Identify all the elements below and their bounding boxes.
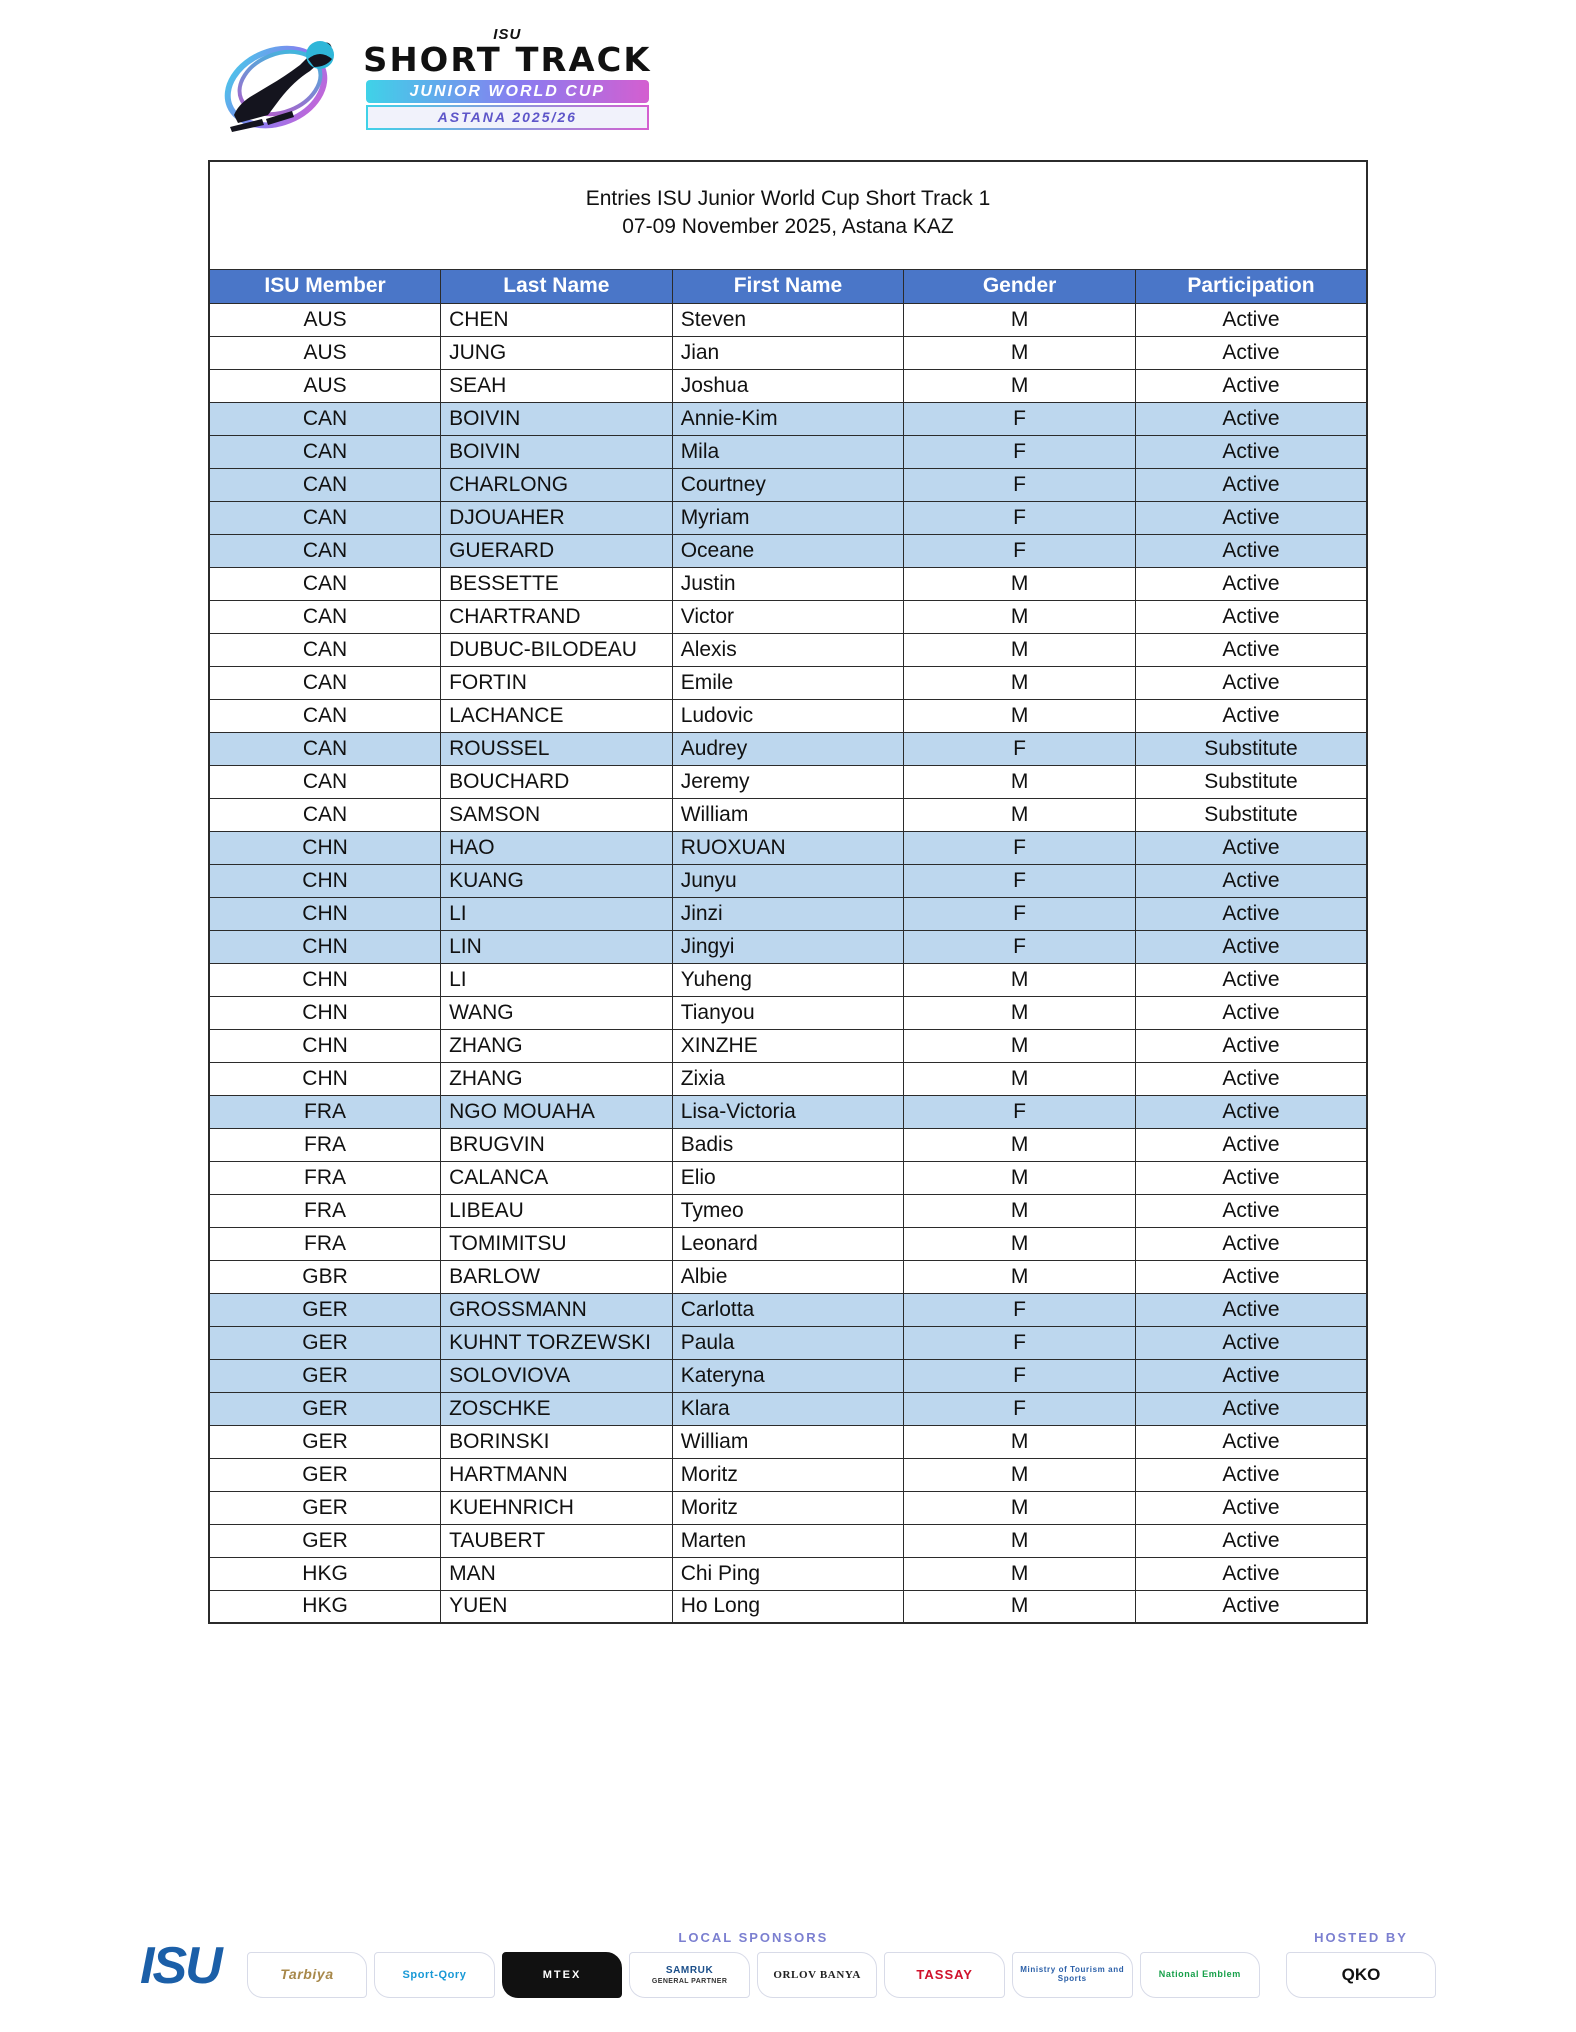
cell-participation: Active [1135, 1095, 1367, 1128]
table-row[interactable] [209, 666, 1367, 699]
cell-participation: Active [1135, 567, 1367, 600]
cell-isu-member: GER [209, 1293, 441, 1326]
cell-isu-member: CAN [209, 468, 441, 501]
cell-first-name: Yuheng [672, 963, 904, 996]
table-row[interactable] [209, 1359, 1367, 1392]
table-row[interactable] [209, 1029, 1367, 1062]
cell-isu-member: CAN [209, 402, 441, 435]
cell-last-name: JUNG [441, 336, 673, 369]
table-row[interactable] [209, 600, 1367, 633]
cell-gender: F [904, 435, 1136, 468]
cell-first-name: Marten [672, 1524, 904, 1557]
cell-gender: M [904, 633, 1136, 666]
cell-participation: Substitute [1135, 765, 1367, 798]
cell-last-name: NGO MOUAHA [441, 1095, 673, 1128]
page-header [0, 0, 1576, 160]
page-bottom-edge [0, 2002, 1576, 2032]
table-row[interactable] [209, 1458, 1367, 1491]
cell-isu-member: FRA [209, 1095, 441, 1128]
table-row[interactable] [209, 765, 1367, 798]
cell-last-name: BOIVIN [441, 435, 673, 468]
cell-last-name: CHEN [441, 303, 673, 336]
local-sponsors-caption: LOCAL SPONSORS [678, 1930, 829, 1945]
cell-last-name: CALANCA [441, 1161, 673, 1194]
sponsor-name: Tarbiya [280, 1967, 334, 1983]
column-header-gender[interactable]: Gender [904, 269, 1136, 303]
cell-participation: Active [1135, 1491, 1367, 1524]
table-row[interactable] [209, 534, 1367, 567]
cell-gender: F [904, 732, 1136, 765]
cell-participation: Active [1135, 1227, 1367, 1260]
cell-participation: Active [1135, 1359, 1367, 1392]
sponsor-name: Ministry of Tourism and Sports [1020, 1966, 1125, 1983]
cell-isu-member: CAN [209, 633, 441, 666]
cell-last-name: ZOSCHKE [441, 1392, 673, 1425]
table-row[interactable] [209, 996, 1367, 1029]
cell-isu-member: CAN [209, 501, 441, 534]
cell-gender: M [904, 1524, 1136, 1557]
table-row[interactable] [209, 1557, 1367, 1590]
cell-isu-member: CHN [209, 897, 441, 930]
cell-last-name: GUERARD [441, 534, 673, 567]
cell-isu-member: GER [209, 1326, 441, 1359]
cell-last-name: LI [441, 963, 673, 996]
sponsor-name: ORLOV BANYA [773, 1968, 861, 1981]
cell-participation: Active [1135, 336, 1367, 369]
cell-first-name: Elio [672, 1161, 904, 1194]
cell-gender: F [904, 897, 1136, 930]
cell-first-name: Leonard [672, 1227, 904, 1260]
column-header-last-name[interactable]: Last Name [441, 269, 673, 303]
entries-table [208, 160, 1368, 1624]
table-row[interactable] [209, 798, 1367, 831]
cell-participation: Active [1135, 897, 1367, 930]
column-header-first-name[interactable]: First Name [672, 269, 904, 303]
cell-gender: F [904, 831, 1136, 864]
cell-gender: M [904, 369, 1136, 402]
cell-isu-member: CHN [209, 831, 441, 864]
table-row[interactable] [209, 1326, 1367, 1359]
cell-last-name: YUEN [441, 1590, 673, 1623]
logo-location-label: ASTANA 2025/26 [366, 105, 649, 130]
cell-isu-member: FRA [209, 1194, 441, 1227]
table-row[interactable] [209, 1128, 1367, 1161]
cell-isu-member: CHN [209, 864, 441, 897]
cell-first-name: Mila [672, 435, 904, 468]
sponsor-logo [374, 1952, 495, 1998]
cell-participation: Active [1135, 1392, 1367, 1425]
cell-gender: M [904, 1161, 1136, 1194]
cell-last-name: FORTIN [441, 666, 673, 699]
cell-first-name: Courtney [672, 468, 904, 501]
cell-participation: Active [1135, 996, 1367, 1029]
cell-gender: M [904, 1029, 1136, 1062]
document-title-line1: Entries ISU Junior World Cup Short Track 1 [585, 186, 991, 210]
cell-isu-member: GER [209, 1359, 441, 1392]
cell-gender: M [904, 1062, 1136, 1095]
cell-isu-member: GER [209, 1491, 441, 1524]
table-row[interactable] [209, 1590, 1367, 1623]
cell-last-name: TAUBERT [441, 1524, 673, 1557]
cell-first-name: Junyu [672, 864, 904, 897]
column-header-isu-member[interactable]: ISU Member [209, 269, 441, 303]
cell-first-name: Alexis [672, 633, 904, 666]
cell-participation: Active [1135, 1194, 1367, 1227]
sponsor-logo [502, 1952, 623, 1998]
cell-participation: Active [1135, 1128, 1367, 1161]
table-row[interactable] [209, 468, 1367, 501]
table-row[interactable] [209, 1293, 1367, 1326]
cell-first-name: Chi Ping [672, 1557, 904, 1590]
cell-participation: Active [1135, 963, 1367, 996]
cell-last-name: SEAH [441, 369, 673, 402]
cell-gender: F [904, 468, 1136, 501]
cell-participation: Active [1135, 468, 1367, 501]
cell-gender: F [904, 501, 1136, 534]
cell-isu-member: GER [209, 1392, 441, 1425]
cell-isu-member: CAN [209, 435, 441, 468]
table-row[interactable] [209, 1062, 1367, 1095]
cell-gender: M [904, 336, 1136, 369]
cell-participation: Active [1135, 1557, 1367, 1590]
cell-isu-member: CHN [209, 1062, 441, 1095]
cell-participation: Active [1135, 699, 1367, 732]
cell-last-name: TOMIMITSU [441, 1227, 673, 1260]
cell-last-name: LIN [441, 930, 673, 963]
table-row[interactable] [209, 1491, 1367, 1524]
logo-series-label: JUNIOR WORLD CUP [366, 80, 649, 104]
event-logo-text [363, 25, 652, 130]
cell-gender: M [904, 666, 1136, 699]
cell-last-name: BESSETTE [441, 567, 673, 600]
cell-gender: M [904, 798, 1136, 831]
sponsor-logo [1286, 1952, 1436, 1998]
document-title-row [209, 161, 1367, 269]
cell-gender: M [904, 1458, 1136, 1491]
speed-skater-icon [210, 19, 360, 137]
local-sponsors-group [247, 1930, 1260, 1998]
cell-isu-member: CAN [209, 765, 441, 798]
cell-isu-member: AUS [209, 369, 441, 402]
cell-participation: Active [1135, 633, 1367, 666]
cell-last-name: BRUGVIN [441, 1128, 673, 1161]
cell-participation: Active [1135, 1524, 1367, 1557]
cell-isu-member: AUS [209, 336, 441, 369]
cell-last-name: LI [441, 897, 673, 930]
cell-participation: Active [1135, 1458, 1367, 1491]
table-row[interactable] [209, 402, 1367, 435]
footer-sponsors [0, 1930, 1576, 1998]
hosted-by-group [1286, 1930, 1436, 1998]
cell-participation: Active [1135, 1029, 1367, 1062]
cell-last-name: HARTMANN [441, 1458, 673, 1491]
cell-isu-member: GER [209, 1524, 441, 1557]
cell-first-name: Jian [672, 336, 904, 369]
cell-gender: M [904, 1491, 1136, 1524]
cell-first-name: Oceane [672, 534, 904, 567]
cell-first-name: Tianyou [672, 996, 904, 1029]
sponsor-logo [757, 1952, 878, 1998]
cell-gender: F [904, 864, 1136, 897]
cell-gender: M [904, 1557, 1136, 1590]
cell-participation: Active [1135, 930, 1367, 963]
sponsor-logo [1140, 1952, 1261, 1998]
cell-participation: Active [1135, 534, 1367, 567]
cell-gender: M [904, 1194, 1136, 1227]
cell-gender: M [904, 765, 1136, 798]
table-row[interactable] [209, 1095, 1367, 1128]
cell-isu-member: CAN [209, 666, 441, 699]
cell-first-name: Jeremy [672, 765, 904, 798]
table-row[interactable] [209, 1392, 1367, 1425]
cell-first-name: Ludovic [672, 699, 904, 732]
cell-last-name: DUBUC-BILODEAU [441, 633, 673, 666]
table-row[interactable] [209, 699, 1367, 732]
cell-isu-member: GBR [209, 1260, 441, 1293]
page-title [209, 161, 1367, 269]
cell-last-name: LIBEAU [441, 1194, 673, 1227]
cell-participation: Active [1135, 1260, 1367, 1293]
cell-participation: Active [1135, 600, 1367, 633]
cell-isu-member: CAN [209, 798, 441, 831]
cell-isu-member: CHN [209, 996, 441, 1029]
sponsor-name: MTEX [542, 1968, 582, 1981]
cell-first-name: Tymeo [672, 1194, 904, 1227]
cell-first-name: Steven [672, 303, 904, 336]
table-row[interactable] [209, 633, 1367, 666]
cell-first-name: Albie [672, 1260, 904, 1293]
cell-isu-member: GER [209, 1425, 441, 1458]
event-logo [210, 18, 1576, 138]
cell-isu-member: CAN [209, 567, 441, 600]
table-row[interactable] [209, 897, 1367, 930]
sponsor-subtitle: GENERAL PARTNER [651, 1978, 728, 1985]
cell-last-name: MAN [441, 1557, 673, 1590]
cell-participation: Active [1135, 1425, 1367, 1458]
local-sponsors-row [247, 1952, 1260, 1998]
table-row[interactable] [209, 1161, 1367, 1194]
table-row[interactable] [209, 930, 1367, 963]
cell-first-name: Jingyi [672, 930, 904, 963]
cell-participation: Active [1135, 666, 1367, 699]
table-row[interactable] [209, 1524, 1367, 1557]
cell-last-name: WANG [441, 996, 673, 1029]
entries-table-body [209, 303, 1367, 1623]
cell-participation: Active [1135, 501, 1367, 534]
cell-gender: F [904, 1293, 1136, 1326]
cell-last-name: BARLOW [441, 1260, 673, 1293]
cell-gender: M [904, 600, 1136, 633]
sponsor-name: QKO [1341, 1965, 1381, 1984]
table-row[interactable] [209, 732, 1367, 765]
cell-isu-member: FRA [209, 1227, 441, 1260]
cell-first-name: RUOXUAN [672, 831, 904, 864]
cell-isu-member: CAN [209, 732, 441, 765]
entries-table-container [208, 160, 1368, 1624]
cell-gender: M [904, 303, 1136, 336]
cell-last-name: KUHNT TORZEWSKI [441, 1326, 673, 1359]
sponsor-logo [247, 1952, 368, 1998]
cell-isu-member: CHN [209, 963, 441, 996]
cell-gender: M [904, 996, 1136, 1029]
cell-isu-member: CHN [209, 930, 441, 963]
sponsor-name: National Emblem [1158, 1970, 1241, 1980]
cell-first-name: Zixia [672, 1062, 904, 1095]
cell-isu-member: HKG [209, 1557, 441, 1590]
cell-isu-member: AUS [209, 303, 441, 336]
cell-gender: F [904, 534, 1136, 567]
cell-first-name: Lisa-Victoria [672, 1095, 904, 1128]
cell-first-name: Annie-Kim [672, 402, 904, 435]
cell-gender: M [904, 1425, 1136, 1458]
cell-last-name: ROUSSEL [441, 732, 673, 765]
table-header-row [209, 269, 1367, 303]
cell-first-name: Moritz [672, 1458, 904, 1491]
logo-isu-label: ISU [493, 25, 522, 43]
sponsor-logo [629, 1952, 750, 1998]
cell-participation: Active [1135, 831, 1367, 864]
table-row[interactable] [209, 963, 1367, 996]
cell-isu-member: CAN [209, 534, 441, 567]
document-title-line2: 07-09 November 2025, Astana KAZ [622, 215, 954, 239]
table-row[interactable] [209, 1425, 1367, 1458]
cell-isu-member: FRA [209, 1128, 441, 1161]
sponsor-logo [1012, 1952, 1133, 1998]
cell-first-name: Klara [672, 1392, 904, 1425]
hosted-by-caption: HOSTED BY [1314, 1930, 1408, 1945]
cell-first-name: Victor [672, 600, 904, 633]
cell-isu-member: GER [209, 1458, 441, 1491]
table-row[interactable] [209, 831, 1367, 864]
cell-participation: Active [1135, 864, 1367, 897]
cell-gender: F [904, 930, 1136, 963]
cell-last-name: BOIVIN [441, 402, 673, 435]
cell-gender: F [904, 1392, 1136, 1425]
sponsor-name: SAMRUK [665, 1965, 714, 1976]
cell-gender: F [904, 1359, 1136, 1392]
cell-gender: M [904, 963, 1136, 996]
column-header-participation[interactable]: Participation [1135, 269, 1367, 303]
table-row[interactable] [209, 369, 1367, 402]
cell-first-name: Badis [672, 1128, 904, 1161]
logo-main-label: SHORT TRACK [363, 39, 652, 79]
cell-participation: Substitute [1135, 732, 1367, 765]
cell-first-name: Carlotta [672, 1293, 904, 1326]
table-row[interactable] [209, 336, 1367, 369]
cell-first-name: William [672, 1425, 904, 1458]
cell-last-name: BORINSKI [441, 1425, 673, 1458]
sponsor-name: Sport-Qory [402, 1968, 467, 1981]
cell-first-name: Emile [672, 666, 904, 699]
cell-participation: Active [1135, 1326, 1367, 1359]
table-row[interactable] [209, 567, 1367, 600]
cell-gender: M [904, 1590, 1136, 1623]
cell-participation: Active [1135, 1161, 1367, 1194]
cell-first-name: Joshua [672, 369, 904, 402]
cell-participation: Active [1135, 369, 1367, 402]
cell-participation: Active [1135, 402, 1367, 435]
cell-gender: M [904, 699, 1136, 732]
table-row[interactable] [209, 1260, 1367, 1293]
cell-last-name: CHARLONG [441, 468, 673, 501]
cell-isu-member: CHN [209, 1029, 441, 1062]
sponsor-logo [884, 1952, 1005, 1998]
cell-gender: M [904, 1227, 1136, 1260]
table-row[interactable] [209, 501, 1367, 534]
cell-first-name: Kateryna [672, 1359, 904, 1392]
cell-last-name: LACHANCE [441, 699, 673, 732]
cell-isu-member: FRA [209, 1161, 441, 1194]
cell-last-name: DJOUAHER [441, 501, 673, 534]
cell-last-name: KUANG [441, 864, 673, 897]
cell-gender: M [904, 1260, 1136, 1293]
cell-participation: Active [1135, 435, 1367, 468]
cell-last-name: KUEHNRICH [441, 1491, 673, 1524]
cell-isu-member: CAN [209, 699, 441, 732]
isu-logo: ISU [140, 1937, 221, 1995]
cell-last-name: ZHANG [441, 1062, 673, 1095]
table-row[interactable] [209, 1194, 1367, 1227]
cell-participation: Active [1135, 303, 1367, 336]
cell-last-name: ZHANG [441, 1029, 673, 1062]
cell-participation: Active [1135, 1293, 1367, 1326]
cell-participation: Active [1135, 1590, 1367, 1623]
cell-gender: M [904, 1128, 1136, 1161]
cell-first-name: XINZHE [672, 1029, 904, 1062]
cell-first-name: Jinzi [672, 897, 904, 930]
cell-first-name: William [672, 798, 904, 831]
cell-participation: Substitute [1135, 798, 1367, 831]
cell-first-name: Ho Long [672, 1590, 904, 1623]
cell-last-name: BOUCHARD [441, 765, 673, 798]
cell-last-name: GROSSMANN [441, 1293, 673, 1326]
cell-last-name: HAO [441, 831, 673, 864]
cell-first-name: Audrey [672, 732, 904, 765]
cell-first-name: Paula [672, 1326, 904, 1359]
cell-isu-member: CAN [209, 600, 441, 633]
cell-first-name: Justin [672, 567, 904, 600]
cell-first-name: Myriam [672, 501, 904, 534]
cell-last-name: SOLOVIOVA [441, 1359, 673, 1392]
table-row[interactable] [209, 435, 1367, 468]
cell-last-name: CHARTRAND [441, 600, 673, 633]
cell-gender: F [904, 1326, 1136, 1359]
table-row[interactable] [209, 1227, 1367, 1260]
cell-last-name: SAMSON [441, 798, 673, 831]
cell-gender: F [904, 402, 1136, 435]
cell-isu-member: HKG [209, 1590, 441, 1623]
cell-participation: Active [1135, 1062, 1367, 1095]
cell-gender: F [904, 1095, 1136, 1128]
hosted-by-row [1286, 1952, 1436, 1998]
table-row[interactable] [209, 864, 1367, 897]
table-row[interactable] [209, 303, 1367, 336]
cell-first-name: Moritz [672, 1491, 904, 1524]
sponsor-name: TASSAY [916, 1967, 973, 1982]
cell-gender: M [904, 567, 1136, 600]
